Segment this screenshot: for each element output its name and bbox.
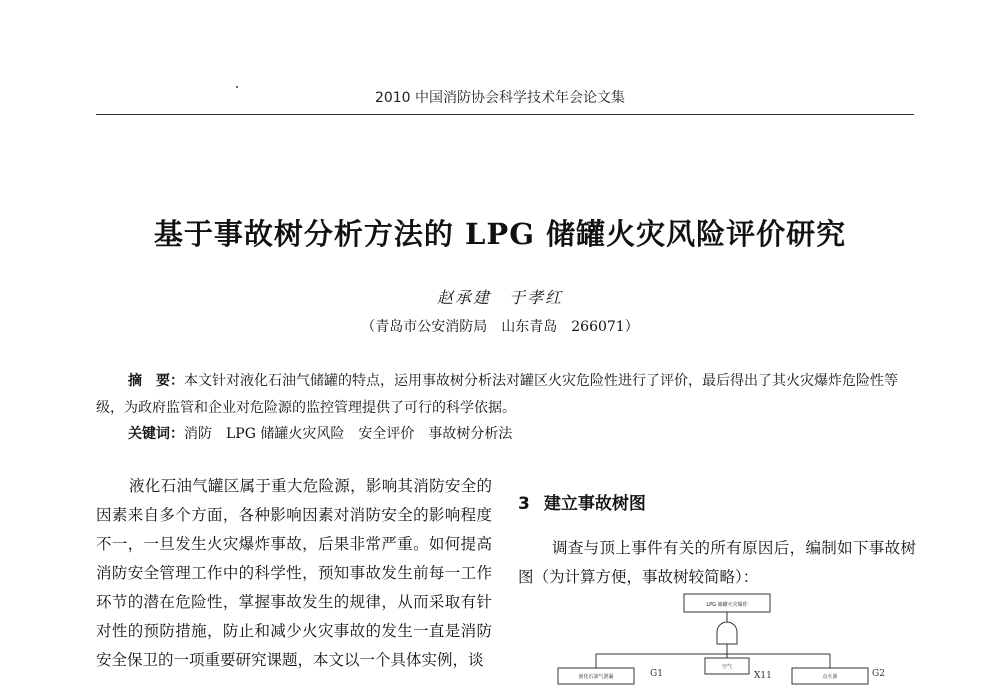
middle-event-label: 空气 xyxy=(721,664,733,670)
gate-label-x11: X11 xyxy=(754,671,772,681)
abstract-label: 摘 要： xyxy=(128,373,184,389)
running-header: 2010 中国消防协会科学技术年会论文集 xyxy=(374,90,626,106)
gate-label-g2: G2 xyxy=(872,669,885,679)
keywords xyxy=(128,423,512,443)
paper-affiliation: （青岛市公安消防局 山东青岛 266071） xyxy=(361,319,639,335)
gate-label-g1: G1 xyxy=(650,669,663,679)
and-gate-icon xyxy=(717,622,737,644)
right-event-label: 点火源 xyxy=(822,674,838,680)
keywords-label: 关键词： xyxy=(128,426,184,442)
fault-tree-diagram xyxy=(540,588,900,685)
section-heading xyxy=(518,489,646,514)
left-event-label: 液化石油气泄漏 xyxy=(578,674,614,680)
abstract xyxy=(96,368,914,422)
header-rule xyxy=(96,114,914,115)
section-paragraph: 调查与顶上事件有关的所有原因后，编制如下事故树图（为计算方便，事故树较简略）： xyxy=(518,539,916,586)
section-number: 3 xyxy=(518,494,530,514)
paper-title: 基于事故树分析方法的 LPG 储罐火灾风险评价研究 xyxy=(153,217,847,251)
section-title: 建立事故树图 xyxy=(543,494,646,514)
intro-paragraph: 液化石油气罐区属于重大危险源，影响其消防安全的因素来自多个方面，各种影响因素对消防安全的影响程度不一，一旦发生火灾爆炸事故，后果非常严重。如何提高消防安全管理工作中的科学性，预知事故发生前每一工作环节的潜在危险性，掌握事故发生的规律，从而采取有针对性的预防措施，防止和减少火灾事故的发生一直是消防安全保卫的一项重要研究课题，本文以一个具体实例，谈 xyxy=(96,477,492,669)
paper-authors: 赵承建 于孝红 xyxy=(436,288,563,307)
top-event-label: LPG 储罐火灾爆炸 xyxy=(706,602,748,608)
abstract-text: 本文针对液化石油气储罐的特点，运用事故树分析法对罐区火灾危险性进行了评价，最后得出了其火灾爆炸危险性等级，为政府监管和企业对危险源的监控管理提供了可行的科学依据。 xyxy=(96,373,898,416)
keywords-text: 消防 LPG 储罐火灾风险 安全评价 事故树分析法 xyxy=(184,426,513,442)
